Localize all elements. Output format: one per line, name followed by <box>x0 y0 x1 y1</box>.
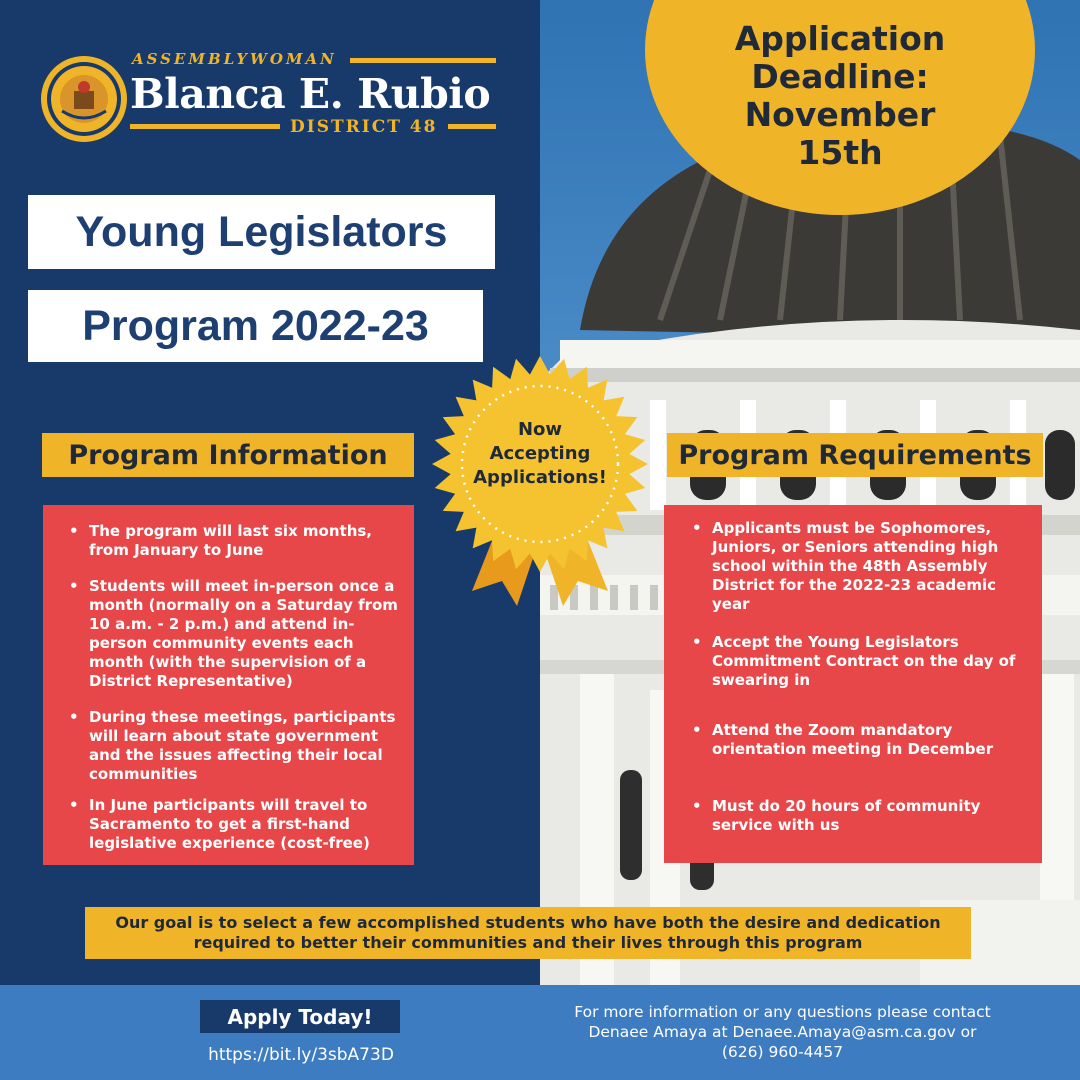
info-item: • In June participants will travel to Sacramento to get a first-hand legislative experience (cost-free) <box>69 796 400 853</box>
program-information-heading: Program Information <box>42 433 414 477</box>
representative-name: Blanca E. Rubio <box>130 70 491 118</box>
district-label: DISTRICT 48 <box>290 117 438 137</box>
program-information-list <box>69 522 400 853</box>
program-title-line-1: Young Legislators <box>28 195 495 269</box>
apply-link[interactable]: https://bit.ly/3sbA73D <box>208 1045 394 1065</box>
badge-line-2: Accepting <box>489 443 591 464</box>
badge-line-1: Now <box>517 419 563 440</box>
badge-text <box>450 418 630 490</box>
contact-info <box>530 1002 1035 1062</box>
header-rule-right <box>448 124 496 129</box>
assemblywoman-label: ASSEMBLYWOMAN <box>132 50 337 68</box>
deadline-line-2: Deadline: <box>751 57 929 96</box>
goal-statement: Our goal is to select a few accomplished students who have both the desire and dedication required to better their communities and their lives through this program <box>85 907 971 959</box>
badge-line-3: Applications! <box>473 467 607 488</box>
header-rule-top <box>350 58 496 63</box>
contact-line-1: For more information or any questions please contact <box>574 1003 991 1021</box>
requirement-item: • Accept the Young Legislators Commitment Contract on the day of swearing in <box>692 633 1028 690</box>
program-requirements-list <box>692 519 1028 835</box>
requirement-item: • Attend the Zoom mandatory orientation meeting in December <box>692 721 1028 759</box>
program-title-line-2: Program 2022-23 <box>28 290 483 362</box>
program-information-box <box>43 505 414 865</box>
requirement-item: • Applicants must be Sophomores, Juniors, or Seniors attending high school within the 48th Assembly District for the 2022-23 academic year <box>692 519 1028 614</box>
deadline-line-4: 15th <box>797 133 883 172</box>
contact-line-3: (626) 960-4457 <box>721 1043 844 1061</box>
apply-today-button[interactable]: Apply Today! <box>200 1000 400 1033</box>
info-item: • During these meetings, participants will learn about state government and the issues affecting their local communities <box>69 708 400 784</box>
info-item: • The program will last six months, from January to June <box>69 522 400 560</box>
california-seal-icon <box>40 55 128 143</box>
program-requirements-heading: Program Requirements <box>667 433 1043 477</box>
header-rule-left <box>130 124 280 129</box>
program-requirements-box <box>664 505 1042 863</box>
deadline-text <box>690 20 990 172</box>
deadline-line-1: Application <box>734 19 946 58</box>
requirement-item: • Must do 20 hours of community service with us <box>692 797 1028 835</box>
deadline-line-3: November <box>744 95 936 134</box>
info-item: • Students will meet in-person once a month (normally on a Saturday from 10 a.m. - 2 p.m.) and attend in-person community events each month (with the supervision of a District Representative) <box>69 577 400 691</box>
contact-line-2: Denaee Amaya at Denaee.Amaya@asm.ca.gov or <box>588 1023 977 1041</box>
